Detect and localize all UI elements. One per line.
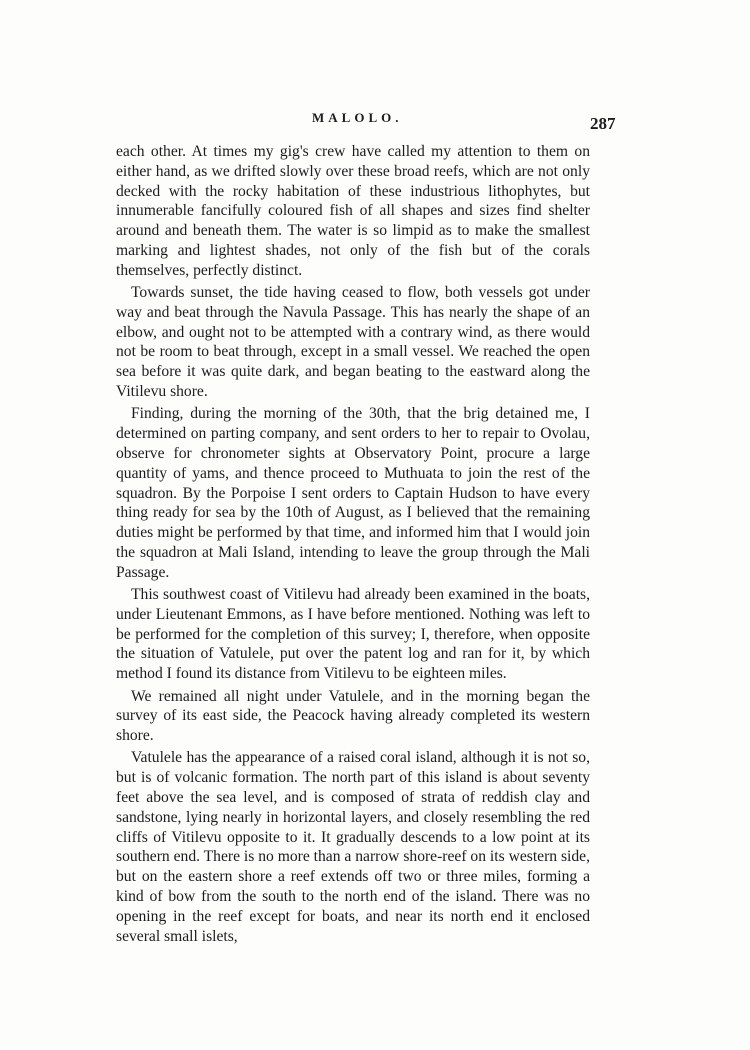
body-text [116,142,590,949]
paragraph: Towards sunset, the tide having ceased to flow, both vessels got under way and beat through the Navula Passage. This has nearly the shape of an elbow, and ought not to be attempted with a contrary wind, as there would not be room to beat through, except in a small vessel. We reached the open sea before it was quite dark, and began beating to the eastward along the Vitilevu shore. [116,284,590,401]
page-number: 287 [590,114,616,133]
paragraph: each other. At times my gig's crew have called my attention to them on either hand, as we drifted slowly over these broad reefs, which are not only decked with the rocky habitation of these industrious lithophytes, but innumerable fancifully coloured fish of all shapes and sizes find shelter around and beneath them. The water is so limpid as to make the smallest marking and lightest shades, not only of the fish but of the corals themselves, perfectly distinct. [116,143,590,279]
running-title: MALOLO. [312,110,403,125]
paragraph: We remained all night under Vatulele, and in the morning began the survey of its east side, the Peacock having already completed its western shore. [116,687,590,745]
running-head [0,110,750,134]
paragraph: Vatulele has the appearance of a raised coral island, although it is not so, but is of volcanic formation. The north part of this island is about seventy feet above the sea level, and is composed of strata of reddish clay and sandstone, lying nearly in horizontal layers, and closely resembling the red cliffs of Vitilevu opposite to it. It gradually descends to a low point at its southern end. There is no more than a narrow shore-reef on its western side, but on the eastern shore a reef extends off two or three miles, forming a kind of bow from the south to the north end of the island. There was no opening in the reef except for boats, and near its north end it enclosed several small islets, [116,749,590,945]
paragraph: This southwest coast of Vitilevu had already been examined in the boats, under Lieutenant Emmons, as I have before mentioned. Nothing was left to be performed for the completion of this survey; I, therefore, when opposite the situation of Vatulele, put over the patent log and ran for it, by which method I found its distance from Vitilevu to be eighteen miles. [116,586,590,683]
paragraph: Finding, during the morning of the 30th, that the brig detained me, I determined on parting company, and sent orders to her to repair to Ovolau, observe for chronometer sights at Observatory Point, procure a large quantity of yams, and thence proceed to Muthuata to join the rest of the squadron. By the Porpoise I sent orders to Captain Hudson to have every thing ready for sea by the 10th of August, as I believed that the remaining duties might be performed by that time, and informed him that I would join the squadron at Mali Island, intending to leave the group through the Mali Passage. [116,405,590,581]
